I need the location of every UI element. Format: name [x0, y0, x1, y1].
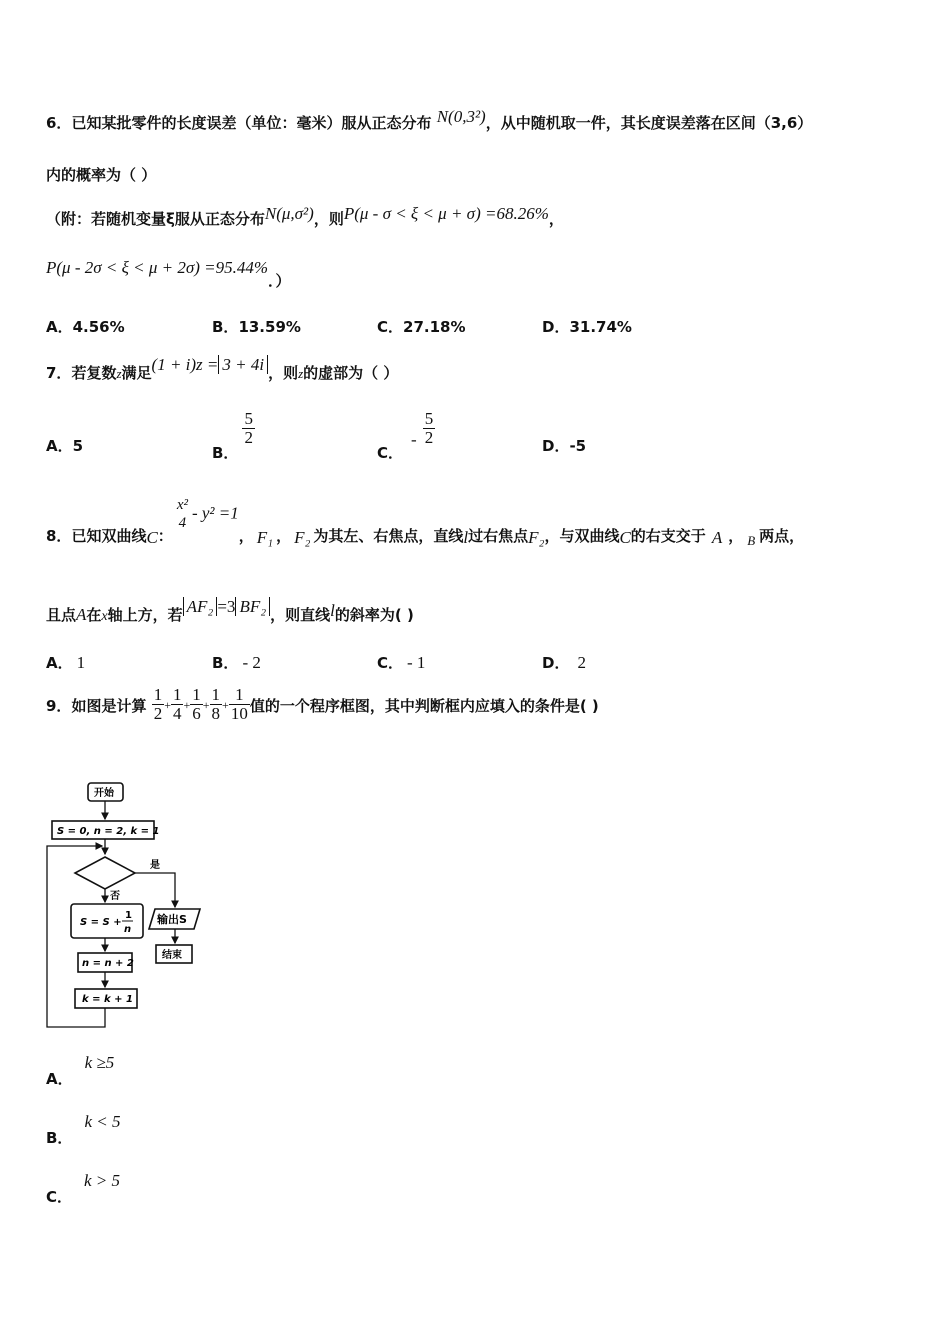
option-label: A．: [46, 318, 73, 336]
q8-line2c: 轴上方，若: [107, 606, 183, 624]
fraction-denominator: 6: [192, 704, 201, 723]
fraction-denominator: 4: [178, 515, 187, 531]
q8-line2e: 的斜率为( ): [334, 606, 414, 624]
q7-number: 7．: [46, 364, 72, 382]
option-fraction: [242, 410, 255, 447]
option-label: B．: [46, 1129, 73, 1147]
option-label: A．: [46, 1070, 73, 1088]
q8-text4: ，与双曲线: [544, 526, 620, 545]
q8-abs1: AF₂: [183, 597, 218, 616]
flow-end-label: 结束: [162, 950, 182, 961]
option-label: B．: [212, 444, 239, 462]
q8-text2: 为其左、右焦点，直线: [313, 526, 464, 545]
q6-option-d[interactable]: [542, 316, 632, 337]
q8-line2b: 在: [86, 606, 102, 624]
flow-decision-diamond: [75, 857, 135, 889]
plus-sign: +: [183, 698, 191, 712]
q6-note2: ，则: [313, 210, 344, 228]
q7-text2: 满足: [121, 364, 152, 382]
option-label: C．: [46, 1188, 73, 1206]
q8-option-d[interactable]: [542, 652, 586, 673]
q9-line: [46, 686, 599, 723]
q7-text3: ，则: [268, 364, 299, 382]
q8-eq-rest: - y² =1: [191, 503, 239, 523]
q6-line1: [46, 107, 813, 133]
q7-eq: (1 + i)z =: [151, 355, 219, 374]
option-label: A．: [46, 654, 73, 672]
option-value: 1: [76, 653, 86, 672]
q8-A2: A: [76, 605, 87, 624]
q9-text1: 如图是计算: [71, 697, 147, 715]
fraction-denominator: 10: [230, 704, 248, 723]
q8-text6: 两点，: [759, 526, 805, 545]
flow-init-label: S = 0, n = 2, k = 1: [57, 826, 160, 837]
fraction-numerator: 1: [172, 685, 182, 704]
q8-F1: F₁: [256, 527, 274, 547]
q7-option-d[interactable]: [542, 435, 586, 456]
option-value: 2: [577, 653, 586, 672]
q7-option-b[interactable]: [212, 409, 255, 462]
q8-C2: C: [619, 527, 631, 547]
q6-text2: ，从中随机取一件，其长度误差落在区间（3,6）: [485, 114, 813, 132]
q9-frac-4: [210, 686, 223, 723]
option-fraction: [423, 410, 436, 447]
option-value: 4.56%: [72, 318, 125, 336]
option-label: A．: [46, 437, 73, 455]
fraction-numerator: 1: [229, 686, 250, 705]
q8-fraction: [175, 496, 190, 532]
q9-option-a[interactable]: [46, 1052, 115, 1088]
q6-note1: （附：若随机变量ξ服从正态分布: [46, 210, 265, 228]
q8-C: C: [146, 527, 158, 547]
q8-text3: 过右焦点: [468, 526, 529, 545]
fraction-numerator: 5: [244, 409, 253, 428]
option-label: D．: [542, 654, 570, 672]
q6-option-a[interactable]: [46, 316, 125, 337]
q8-line2d: ，则直线: [270, 606, 331, 624]
option-label: B．: [212, 318, 239, 336]
q8-text1: 已知双曲线: [71, 526, 147, 545]
q7-text4: 的虚部为（ ）: [303, 364, 399, 382]
fraction-denominator: 2: [153, 704, 163, 723]
option-label: B．: [212, 654, 239, 672]
flow-output-label: 输出S: [157, 913, 187, 926]
q9-option-c[interactable]: [46, 1170, 121, 1206]
fraction-denominator: 8: [211, 704, 221, 723]
option-value: k > 5: [84, 1171, 121, 1190]
q8-text5: 的右支交于: [630, 526, 706, 545]
flow-k-step-label: k = k + 1: [82, 994, 133, 1005]
option-value: k ≥5: [84, 1053, 115, 1072]
option-value: 27.18%: [403, 318, 466, 336]
flow-assign-num: 1: [125, 910, 132, 921]
q6-text3: 内的概率为（ ）: [46, 166, 157, 184]
plus-sign: +: [202, 698, 210, 712]
option-value: 5: [72, 437, 84, 455]
q8-line2: [46, 597, 414, 625]
q6-note: [46, 204, 564, 229]
q6-end: ．）: [268, 272, 291, 290]
option-value: -5: [569, 437, 587, 455]
fraction-denominator: 2: [424, 428, 434, 447]
q8-abs2: BF₂: [235, 597, 270, 616]
fraction-numerator: 1: [153, 685, 163, 704]
plus-sign: +: [222, 698, 229, 712]
q6-comma: ，: [548, 210, 564, 228]
q6-p2: P(μ - 2σ < ξ < μ + 2σ) =95.44%: [46, 258, 269, 277]
q8-x: x: [101, 609, 108, 624]
q8-option-a[interactable]: [46, 652, 85, 673]
option-value: - 2: [242, 653, 261, 672]
q8-mid: =3: [217, 597, 236, 616]
plus-sign: +: [164, 698, 171, 712]
q6-dist2: N(μ,σ²): [264, 204, 314, 223]
q8-comma3: ，: [728, 526, 744, 545]
fraction-numerator: 5: [424, 409, 434, 428]
flow-start-label: 开始: [94, 788, 114, 799]
flow-assign-label: S = S +: [80, 917, 122, 928]
option-value: 13.59%: [238, 318, 301, 336]
q8-line2a: 且点: [46, 606, 77, 624]
q9-frac-1: [152, 686, 165, 723]
option-label: D．: [542, 318, 570, 336]
q8-option-c[interactable]: [377, 652, 425, 673]
fraction-denominator: 4: [172, 704, 182, 723]
q8-F2: F₂: [294, 527, 311, 547]
option-sign: -: [411, 430, 417, 449]
q8-B: B: [747, 532, 756, 548]
flow-no-label: 否: [110, 891, 120, 902]
q7-text1: 若复数: [71, 364, 117, 382]
q8-l: l: [463, 527, 469, 547]
flow-yes-label: 是: [150, 860, 160, 871]
q6-text1: 已知某批零件的长度误差（单位：毫米）服从正态分布: [71, 114, 432, 132]
q7-z2: z: [298, 366, 304, 381]
q7-option-a[interactable]: [46, 435, 83, 456]
q7-z: z: [116, 366, 122, 381]
q6-p2-line: [46, 258, 291, 290]
q9-frac-2: [171, 686, 184, 723]
q8-comma2: ，: [276, 526, 292, 545]
q8-l2: l: [330, 601, 335, 620]
q7-option-c[interactable]: [377, 409, 435, 462]
option-label: C．: [377, 444, 404, 462]
q6-dist: N(0,3²): [436, 107, 486, 126]
option-value: 31.74%: [569, 318, 632, 336]
option-label: D．: [542, 437, 570, 455]
q8-A: A: [711, 527, 723, 547]
q6-option-b[interactable]: [212, 316, 301, 337]
fraction-numerator: 1: [211, 685, 221, 704]
fraction-numerator: 1: [192, 685, 201, 704]
q9-number: 9．: [46, 697, 72, 715]
q8-F2b: F₂: [528, 527, 545, 547]
q8-comma: ，: [238, 526, 254, 545]
q8-line1: [46, 496, 805, 548]
q9-flowchart: [40, 775, 220, 1035]
flow-n-step-label: n = n + 2: [82, 958, 134, 969]
option-label: C．: [377, 318, 404, 336]
q8-colon: ：: [157, 526, 173, 545]
q6-option-c[interactable]: [377, 316, 466, 337]
q9-option-b[interactable]: [46, 1111, 121, 1147]
q6-line2: [46, 164, 156, 185]
fraction-numerator: x²: [176, 497, 188, 513]
q8-number: 8．: [46, 526, 72, 545]
q9-frac-5: [229, 686, 250, 723]
option-value: - 1: [407, 653, 426, 672]
fraction-denominator: 2: [244, 428, 253, 447]
q9-text2: 值的一个程序框图，其中判断框内应填入的条件是( ): [249, 697, 599, 715]
option-label: C．: [377, 654, 404, 672]
q7-abs: 3 + 4i: [218, 355, 268, 374]
q8-option-b[interactable]: [212, 652, 261, 673]
q6-p1: P(μ - σ < ξ < μ + σ) =68.26%: [343, 204, 549, 223]
flow-assign-den: n: [124, 924, 132, 935]
option-value: k < 5: [84, 1112, 121, 1131]
q7-line: [46, 355, 399, 383]
q6-number: 6．: [46, 114, 72, 132]
q9-frac-3: [190, 686, 203, 723]
